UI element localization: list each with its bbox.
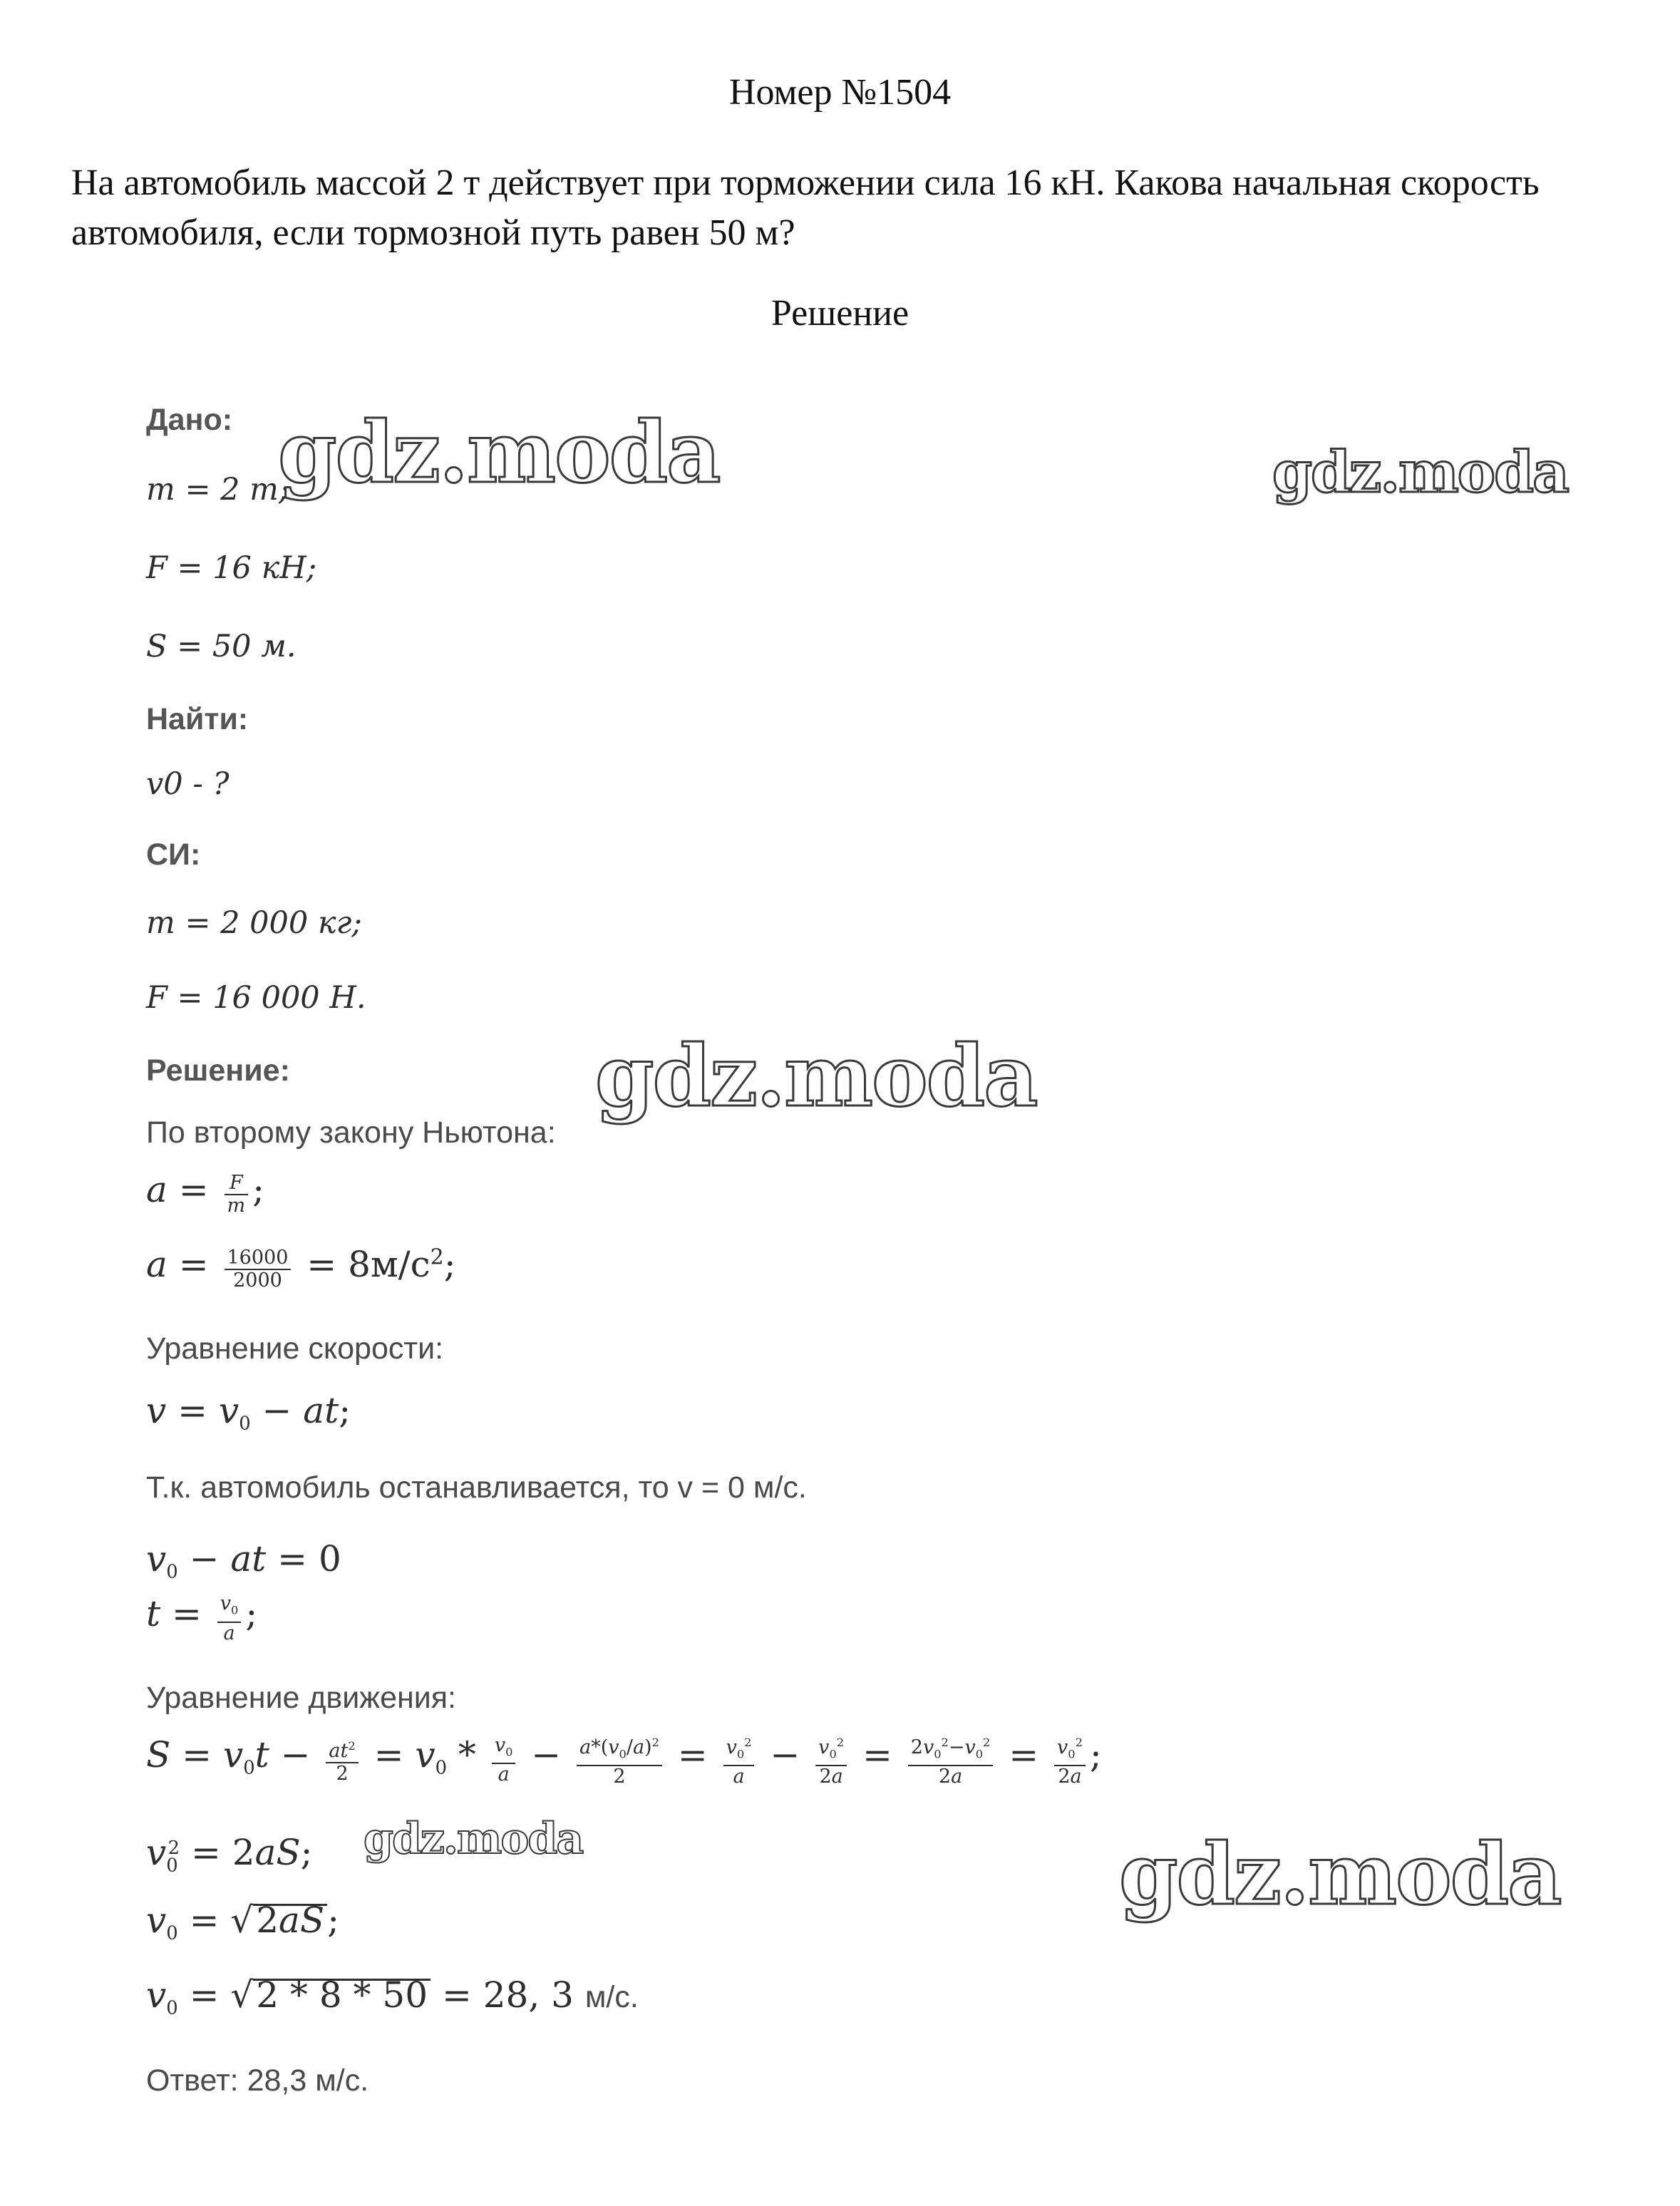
answer-full: Ответ: 28,3 м/с. xyxy=(146,2063,369,2098)
page-title: Номер №1504 xyxy=(728,72,952,113)
motion-equation-label: Уравнение движения: xyxy=(146,1681,456,1715)
acceleration-formula: a = $\frac{F}{m}$ ; xyxy=(146,1169,264,1217)
watermark-logo: gdz.moda xyxy=(278,403,720,502)
speed-equation: $v = v_0$ − at; xyxy=(146,1390,351,1435)
given-distance: S = 50 м. xyxy=(146,629,297,664)
acceleration-value: a = $\frac{16000}{2000}$ = $8м/с^2$; xyxy=(146,1244,456,1292)
given-force: F = 16 кН; xyxy=(146,550,317,586)
solution-heading: Решение xyxy=(771,293,909,334)
watermark-logo: gdz.moda xyxy=(364,1814,583,1864)
v0-sqrt-equation: $v_0 = √2aS$; xyxy=(146,1900,339,1944)
si-mass: m = 2 000 кг; xyxy=(146,905,362,941)
find-v0: v0 - ? xyxy=(146,766,230,802)
si-label: СИ: xyxy=(146,837,201,872)
motion-equation: $S = v_0t$ − $\frac{at^2}{2}$ = $v_0$ * $\frac{v_0}{a}$ − $\frac{a*(v_0/a)^2}{2}$ = $\frac{v_0^2}{a}$ − $\frac{v_0^2}{2a}$ = $\frac{2v_0^2-v_0^2}{2a}$ = $\frac{v_0^2}{2a}$ ; xyxy=(146,1732,1102,1788)
given-label: Дано: xyxy=(146,403,233,437)
problem-text: На автомобиль массой 2 т действует при торможении сила 16 кН. Какова начальная скорость автомобиля, если тормозной путь равен 50 м? xyxy=(71,163,1540,253)
solution-label: Решение: xyxy=(146,1053,290,1088)
time-formula: t = $\frac{v_0}{a}$ ; xyxy=(146,1592,258,1644)
watermark-logo: gdz.moda xyxy=(1119,1825,1561,1924)
v0-value-equation: $v_0 = √2 * 8 * 50 = 28$, 3 м/с. xyxy=(146,1974,639,2019)
newton-law-text: По второму закону Ньютона: xyxy=(146,1115,556,1150)
zero-equation: $v_0$ − at = 0 xyxy=(146,1538,341,1583)
watermark-logo: gdz.moda xyxy=(595,1026,1037,1125)
find-label: Найти: xyxy=(146,702,249,736)
v0-squared-equation: $v_0^2 = 2aS$; xyxy=(146,1832,313,1877)
stop-condition-text: Т.к. автомобиль останавливается, то v = 0 м/с. xyxy=(146,1470,807,1505)
si-force: F = 16 000 Н. xyxy=(146,980,366,1016)
given-mass: m = 2 т; xyxy=(146,472,289,507)
watermark-logo: gdz.moda xyxy=(1272,438,1568,505)
speed-equation-label: Уравнение скорости: xyxy=(146,1331,444,1366)
